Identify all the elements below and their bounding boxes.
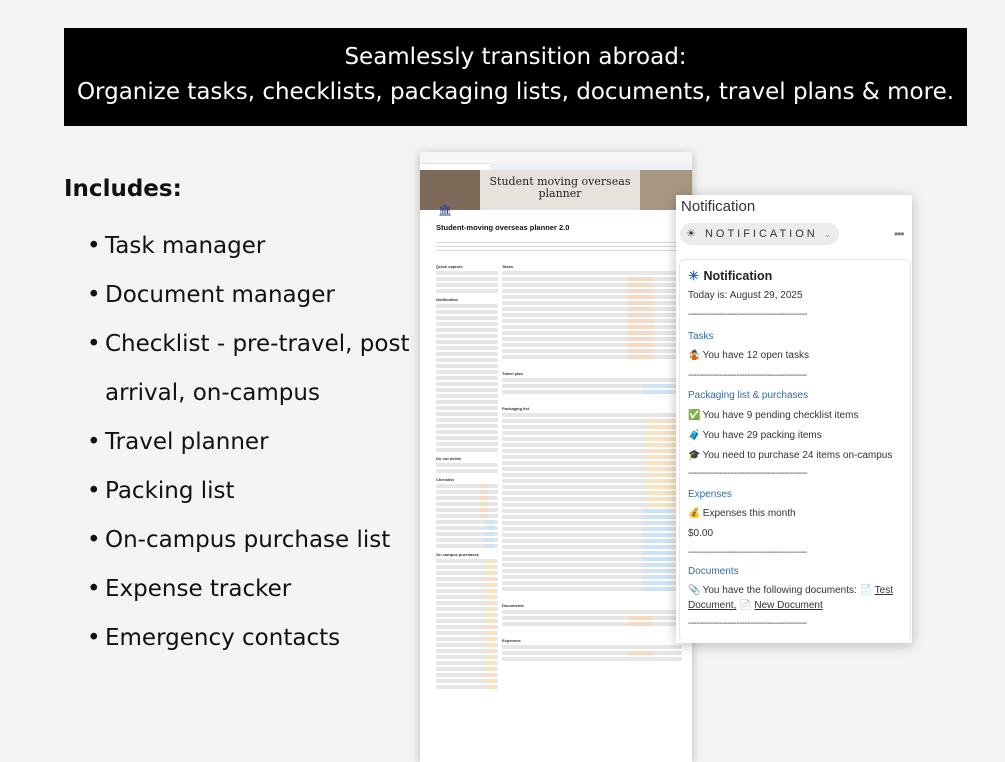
table-row[interactable]	[436, 544, 498, 548]
table-row[interactable]	[502, 437, 682, 441]
list-item	[436, 406, 498, 410]
paperclip-icon: 📎	[688, 585, 701, 596]
table-row[interactable]	[502, 545, 682, 549]
list-item	[436, 430, 498, 434]
list-item	[436, 418, 498, 422]
bullet-icon: •	[87, 625, 101, 651]
table-row[interactable]	[502, 431, 682, 435]
list-item	[436, 388, 498, 392]
table-row[interactable]	[502, 622, 682, 626]
table-row[interactable]	[436, 496, 498, 500]
bullet-icon: •	[87, 478, 101, 504]
table-row[interactable]	[502, 657, 682, 661]
cover-title-box	[480, 170, 640, 210]
list-item	[436, 382, 498, 386]
section-checklist: Checklist	[436, 477, 454, 482]
list-item[interactable]	[436, 469, 498, 473]
table-row[interactable]	[436, 661, 498, 665]
table-row[interactable]	[436, 520, 498, 524]
banner-line-2: Organize tasks, checklists, packaging lists, documents, travel plans & more.	[76, 79, 955, 105]
table-row[interactable]	[502, 569, 682, 573]
table-row[interactable]	[436, 655, 498, 659]
list-item	[436, 352, 498, 356]
table-row[interactable]	[436, 538, 498, 542]
table-row[interactable]	[502, 319, 682, 323]
table-row[interactable]	[502, 467, 682, 471]
table-row[interactable]	[502, 515, 682, 519]
table-row[interactable]	[436, 643, 498, 647]
table-row[interactable]	[502, 349, 682, 353]
purchase-items: 🎓 You need to purchase 24 items on-campus	[688, 450, 893, 461]
header-banner	[64, 28, 967, 126]
today-date: Today is: August 29, 2025	[688, 290, 803, 301]
notification-heading: Notification	[681, 198, 756, 215]
section-expenses: Expenses	[502, 638, 521, 643]
bullet-icon: •	[87, 527, 101, 553]
table-row[interactable]	[502, 527, 682, 531]
section-packaging-list: Packaging list	[502, 406, 529, 411]
expenses-value: $0.00	[688, 528, 714, 539]
list-item	[436, 370, 498, 374]
graduation-cap-icon: 🎓	[688, 450, 701, 461]
list-item	[436, 304, 498, 308]
notification-card	[676, 195, 912, 643]
section-quick-capture: Quick capture	[436, 264, 463, 269]
section-tasks: Tasks	[502, 264, 514, 269]
table-row[interactable]	[502, 485, 682, 489]
notification-panel	[679, 259, 911, 642]
table-row[interactable]	[502, 271, 682, 275]
document-link[interactable]: Test	[874, 585, 893, 596]
table-row[interactable]	[502, 581, 682, 585]
pending-checklist: ✅ You have 9 pending checklist items	[688, 410, 859, 421]
includes-title: Includes:	[64, 176, 182, 202]
table-row[interactable]	[502, 479, 682, 483]
table-row[interactable]	[502, 390, 682, 394]
table-row[interactable]	[502, 313, 682, 317]
table-row[interactable]	[502, 651, 682, 655]
list-item	[436, 322, 498, 326]
table-row[interactable]	[436, 631, 498, 635]
more-options-icon[interactable]: •••	[894, 227, 904, 241]
open-tasks: 🤹 You have 12 open tasks	[688, 350, 809, 361]
list-item	[436, 364, 498, 368]
table-row[interactable]	[502, 610, 682, 614]
list-item	[436, 310, 498, 314]
table-row[interactable]	[502, 587, 682, 591]
documents-heading: Documents	[688, 566, 739, 577]
document-icon: 📄	[859, 585, 873, 596]
table-row[interactable]	[436, 595, 498, 599]
table-row[interactable]	[502, 419, 682, 423]
table-row[interactable]	[502, 325, 682, 329]
list-item	[436, 424, 498, 428]
table-row[interactable]	[502, 455, 682, 459]
document-icon: 📄	[739, 600, 752, 611]
list-item	[436, 328, 498, 332]
feature-item: • Task manager	[105, 222, 409, 271]
section-travel-plan: Travel plan	[502, 371, 523, 376]
packaging-heading: Packaging list & purchases	[688, 390, 809, 401]
list-item	[436, 412, 498, 416]
table-row[interactable]	[436, 685, 498, 689]
planner-page-screenshot	[420, 152, 692, 762]
table-row[interactable]	[502, 384, 682, 388]
bank-icon: 🏛	[438, 205, 452, 217]
table-row[interactable]	[436, 565, 498, 569]
table-row[interactable]	[436, 514, 498, 518]
table-row[interactable]	[502, 331, 682, 335]
table-row[interactable]	[436, 508, 498, 512]
table-row[interactable]	[436, 613, 498, 617]
section-notification: Notification	[436, 297, 458, 302]
table-row[interactable]	[436, 625, 498, 629]
table-row[interactable]	[502, 557, 682, 561]
list-item	[436, 316, 498, 320]
table-row[interactable]	[502, 307, 682, 311]
table-row[interactable]	[502, 497, 682, 501]
table-row[interactable]	[502, 301, 682, 305]
tasks-heading: Tasks	[688, 331, 714, 342]
table-row[interactable]	[502, 491, 682, 495]
divider: ------------------------------------------	[688, 547, 807, 558]
table-row[interactable]	[436, 490, 498, 494]
bullet-icon: •	[87, 429, 101, 455]
list-item	[436, 340, 498, 344]
page-title: Student-moving overseas planner 2.0	[436, 223, 570, 232]
expenses-heading: Expenses	[688, 489, 732, 500]
table-row[interactable]	[436, 559, 498, 563]
feature-item: • Travel planner	[105, 418, 409, 467]
list-item[interactable]	[436, 277, 498, 281]
table-row[interactable]	[502, 563, 682, 567]
bullet-icon: •	[87, 233, 101, 259]
sun-icon: ☀	[686, 228, 699, 240]
list-item	[436, 358, 498, 362]
table-row[interactable]	[502, 551, 682, 555]
table-row[interactable]	[502, 473, 682, 477]
right-column	[502, 260, 682, 663]
feature-list	[87, 222, 410, 663]
feature-item: • Checklist - pre-travel, post	[105, 320, 409, 369]
luggage-icon: 🧳	[688, 430, 701, 441]
bullet-icon: •	[87, 576, 101, 602]
table-row[interactable]	[502, 425, 682, 429]
table-row[interactable]	[502, 337, 682, 341]
feature-item: • Expense tracker	[105, 565, 409, 614]
table-row[interactable]	[502, 295, 682, 299]
table-row[interactable]	[502, 283, 682, 287]
table-row[interactable]	[436, 589, 498, 593]
table-row[interactable]	[502, 289, 682, 293]
divider: ------------------------------------------	[688, 370, 807, 381]
table-row[interactable]	[436, 649, 498, 653]
cover-title: Student moving overseas planner	[489, 175, 631, 200]
table-row[interactable]	[502, 461, 682, 465]
table-row[interactable]	[502, 533, 682, 537]
packing-items: 🧳 You have 29 packing items	[688, 430, 822, 441]
feature-item: • Emergency contacts	[105, 614, 409, 663]
check-icon: ✅	[688, 410, 701, 421]
table-row[interactable]	[436, 673, 498, 677]
table-row[interactable]	[502, 575, 682, 579]
bullet-icon: •	[87, 331, 101, 357]
table-row[interactable]	[436, 601, 498, 605]
list-item	[436, 334, 498, 338]
sun-icon: ☀	[688, 269, 700, 283]
expenses-month: 💰 Expenses this month	[688, 508, 796, 519]
feature-item: • Packing list	[105, 467, 409, 516]
feature-item: • On-campus purchase list	[105, 516, 409, 565]
list-item	[436, 436, 498, 440]
list-item[interactable]	[436, 463, 498, 467]
list-item	[436, 442, 498, 446]
table-row[interactable]	[436, 571, 498, 575]
table-row[interactable]	[436, 607, 498, 611]
chevron-down-icon: ⌄	[823, 229, 832, 239]
documents-line-2	[688, 600, 823, 611]
section-documents: Documents	[502, 603, 524, 608]
notification-toggle[interactable]	[680, 223, 839, 245]
document-link[interactable]: New Document	[754, 600, 823, 611]
juggling-icon: 🤹	[688, 350, 701, 361]
table-row[interactable]	[502, 355, 682, 359]
money-bag-icon: 💰	[688, 508, 701, 519]
table-row[interactable]	[502, 616, 682, 620]
feature-item-continued: arrival, on-campus	[105, 380, 320, 406]
divider: ------------------------------------------	[688, 468, 807, 479]
table-row[interactable]	[436, 583, 498, 587]
table-row[interactable]	[502, 343, 682, 347]
table-row[interactable]	[436, 637, 498, 641]
divider: ------------------------------------------	[688, 618, 807, 629]
table-row[interactable]	[436, 619, 498, 623]
table-row[interactable]	[436, 484, 498, 488]
bullet-icon: •	[87, 282, 101, 308]
notification-chip-label: NOTIFICATION	[704, 228, 818, 240]
table-row[interactable]	[502, 521, 682, 525]
table-row[interactable]	[502, 509, 682, 513]
section-do-not-delete: Do not delete	[436, 456, 462, 461]
section-on-campus: On campus purchases	[436, 552, 479, 557]
list-item	[436, 346, 498, 350]
share-bar	[490, 163, 692, 170]
table-row[interactable]	[502, 503, 682, 507]
list-item[interactable]	[436, 283, 498, 287]
banner-line-1: Seamlessly transition abroad:	[344, 44, 687, 70]
table-row[interactable]	[436, 577, 498, 581]
list-item[interactable]	[436, 271, 498, 275]
list-item	[436, 376, 498, 380]
table-row[interactable]	[436, 526, 498, 530]
document-link[interactable]: Document,	[688, 600, 737, 611]
documents-line: 📎 You have the following documents: 📄 Test	[688, 585, 893, 596]
cover-image	[420, 170, 692, 210]
table-row[interactable]	[502, 277, 682, 281]
table-row[interactable]	[436, 667, 498, 671]
table-row[interactable]	[436, 502, 498, 506]
list-item	[436, 448, 498, 452]
table-row[interactable]	[502, 645, 682, 649]
table-row[interactable]	[502, 443, 682, 447]
page-description	[436, 240, 681, 252]
divider: ------------------------------------------	[688, 309, 807, 320]
list-item	[436, 400, 498, 404]
table-row[interactable]	[436, 679, 498, 683]
panel-title: ☀ Notification	[688, 269, 773, 283]
table-row[interactable]	[502, 413, 682, 417]
feature-item: • Document manager	[105, 271, 409, 320]
table-row[interactable]	[502, 449, 682, 453]
table-row[interactable]	[502, 378, 682, 382]
table-row[interactable]	[502, 539, 682, 543]
list-item	[436, 394, 498, 398]
list-item[interactable]	[436, 289, 498, 293]
table-row[interactable]	[436, 532, 498, 536]
left-column	[436, 260, 498, 691]
